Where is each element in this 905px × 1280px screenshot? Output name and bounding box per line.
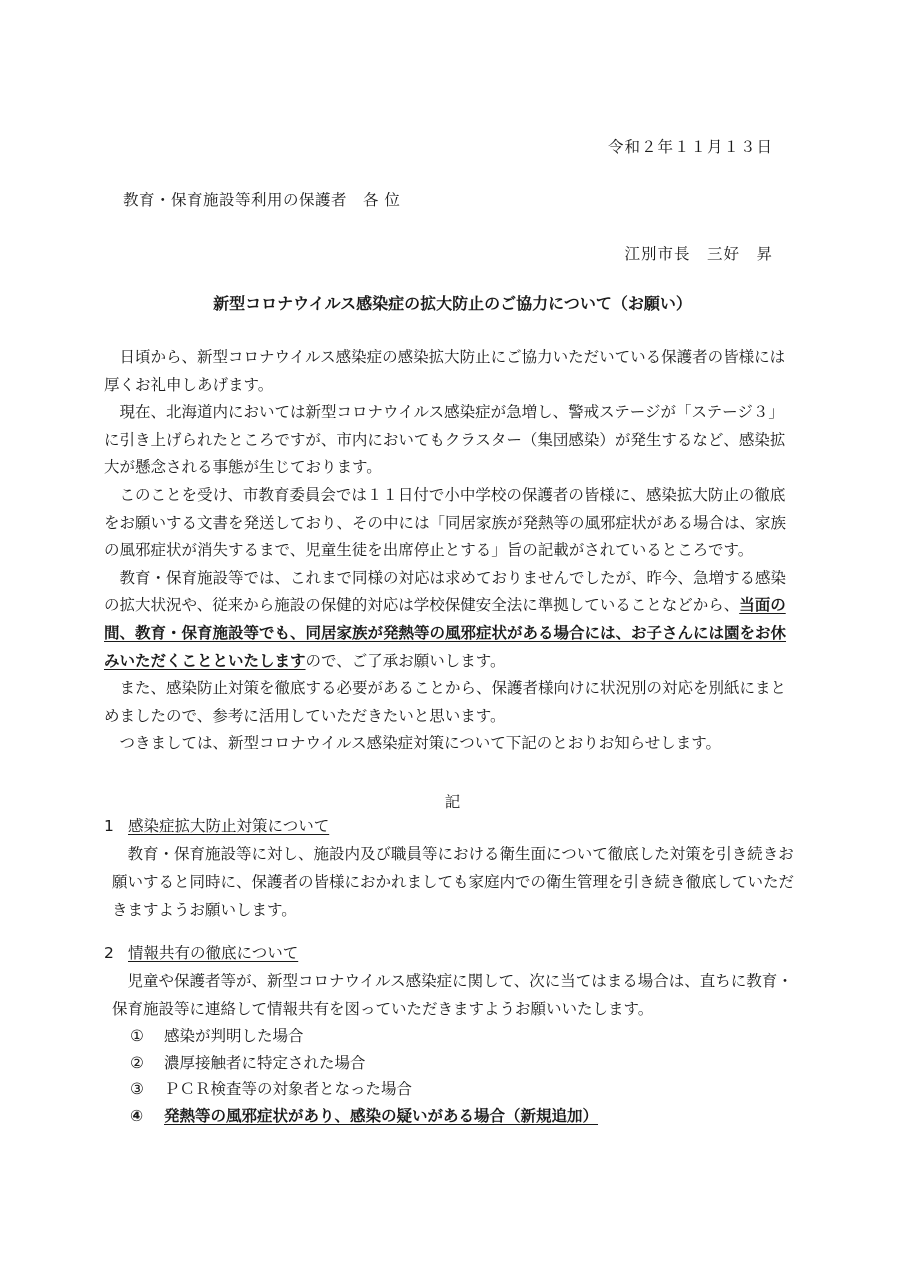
paragraph-attachment: また、感染防止対策を徹底する必要があることから、保護者様向けに状況別の対応を別紙にまとめましたので、参考に活用していただきたいと思います。 (104, 679, 787, 725)
list-item-text: 発熱等の風邪症状があり、感染の疑いがある場合（新規追加） (164, 1106, 599, 1125)
list-marker: ① (130, 1027, 144, 1045)
criteria-list (104, 1023, 794, 1129)
list-item-text: 濃厚接触者に特定された場合 (164, 1053, 366, 1072)
paragraph-school-notice: このことを受け、市教育委員会では１１日付で小中学校の保護者の皆様に、感染拡大防止の徹底をお願いする文書を発送しており、その中には「同居家族が発熱等の風邪症状がある場合は、家族の風邪症状が消失するまで、児童生徒を出席停止とする」旨の記載がされているところです。 (104, 485, 787, 560)
paragraph-greeting: 日頃から、新型コロナウイルス感染症の感染拡大防止にご協力いただいている保護者の皆様には厚くお礼申しあげます。 (104, 348, 786, 394)
document-body (104, 344, 794, 758)
section-heading (104, 813, 794, 840)
list-marker: ④ (130, 1106, 144, 1125)
paragraph-closing: つきましては、新型コロナウイルス感染症対策について下記のとおりお知らせします。 (119, 734, 722, 753)
list-marker: ② (130, 1053, 144, 1072)
list-item-new (130, 1103, 794, 1130)
ki-heading: 記 (444, 793, 461, 811)
list-item-text: ＰＣＲ検査等の対象者となった場合 (164, 1080, 413, 1098)
section-1 (104, 813, 794, 924)
sender: 江別市長 三好 昇 (624, 245, 773, 263)
section-number: 2 (104, 944, 114, 962)
list-marker: ③ (130, 1080, 144, 1098)
paragraph-facility-policy (104, 565, 794, 675)
section-2 (104, 940, 794, 1129)
section-text: 児童や保護者等が、新型コロナウイルス感染症に関して、次に当てはまる場合は、直ちに教育・保育施設等に連絡して情報共有を図っていただきますようお願いいたします。 (112, 972, 793, 1018)
policy-text-post: ので、ご了承お願いします。 (305, 651, 506, 670)
paragraph-situation: 現在、北海道内においては新型コロナウイルス感染症が急増し、警戒ステージが「ステージ３」に引き上げられたところですが、市内においてもクラスター（集団感染）が発生するなど、感染拡大が懸念される事態が生じております。 (104, 403, 786, 477)
document-title: 新型コロナウイルス感染症の拡大防止のご協力について（お願い） (213, 294, 692, 313)
policy-emphasis: 当面の間、教育・保育施設等でも、同居家族が発熱等の風邪症状がある場合には、お子さんには園をお休みいただくことといたします (104, 596, 787, 670)
list-item (130, 1050, 794, 1077)
section-number: 1 (104, 817, 114, 835)
section-text: 教育・保育施設等に対し、施設内及び職員等における衛生面について徹底した対策を引き続きお願いすると同時に、保護者の皆様におかれましても家庭内での衛生管理を引き続き徹底していただきますようお願いします。 (112, 845, 795, 919)
list-item-text: 感染が判明した場合 (164, 1027, 304, 1045)
addressee: 教育・保育施設等利用の保護者 各 位 (123, 191, 401, 209)
section-heading-text: 情報共有の徹底について (128, 944, 299, 962)
policy-text-pre: 教育・保育施設等では、これまで同様の対応は求めておりませんでしたが、昨今、急増する感染の拡大状況や、従来から施設の保健的対応は学校保健安全法に準拠していることなどから、 (104, 568, 787, 615)
list-item (130, 1023, 794, 1050)
document-date: 令和２年１１月１３日 (607, 138, 773, 156)
section-heading (104, 940, 794, 967)
section-heading-text: 感染症拡大防止対策について (128, 817, 330, 835)
list-item (130, 1076, 794, 1103)
